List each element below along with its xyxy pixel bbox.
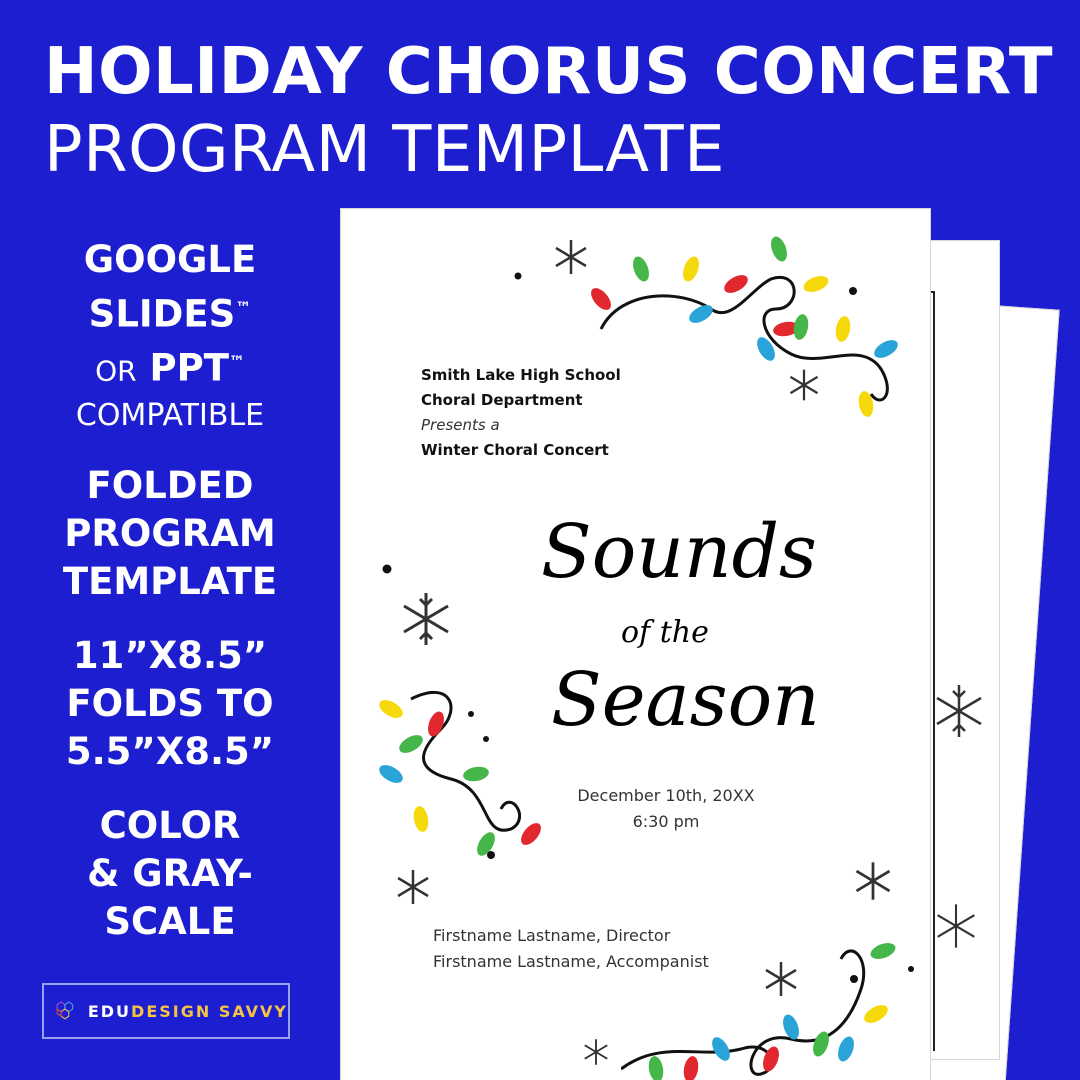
feature-folded <box>30 462 310 606</box>
event-name: Winter Choral Concert <box>421 441 609 459</box>
feature-folded-line-1: FOLDED <box>86 463 254 507</box>
header-title-line-2: PROGRAM TEMPLATE <box>44 113 726 187</box>
snowflake-icon <box>931 901 981 951</box>
brand-edu-text: EDU <box>87 1001 132 1021</box>
director-credit: Firstname Lastname, Director <box>433 926 671 945</box>
feature-size-line-1: 11”X8.5” <box>72 633 268 677</box>
snowflake-icon <box>851 859 895 903</box>
feature-list <box>30 236 310 972</box>
concert-title-line-1: Sounds <box>541 509 817 595</box>
feature-color-line-2: & GRAY- <box>87 851 253 895</box>
snowflake-icon <box>929 681 989 741</box>
feature-size-line-2: FOLDS TO <box>66 681 274 725</box>
header-title-line-1: HOLIDAY CHORUS CONCERT <box>44 35 1053 109</box>
cubes-logo-icon <box>52 991 78 1031</box>
concert-title-line-2: of the <box>621 615 709 650</box>
trademark-symbol: ™ <box>235 298 252 317</box>
feature-slides-line <box>30 284 310 338</box>
school-name: Smith Lake High School <box>421 366 621 384</box>
presents-text: Presents a <box>421 416 500 434</box>
feature-compatible-line: COMPATIBLE <box>75 397 265 433</box>
presenter-block <box>421 363 621 463</box>
dot-icon <box>381 563 393 575</box>
slides-text: SLIDES <box>88 292 236 336</box>
snowflake-icon <box>786 367 822 403</box>
snowflake-icon <box>551 237 591 277</box>
feature-or-ppt-line <box>30 338 310 395</box>
feature-size-line-3: 5.5”X8.5” <box>65 729 275 773</box>
feature-google-line <box>30 236 310 284</box>
feature-size <box>30 632 310 776</box>
feature-color <box>30 802 310 946</box>
google-text: GOOGLE <box>83 238 257 281</box>
accompanist-credit: Firstname Lastname, Accompanist <box>433 952 709 971</box>
brand-name <box>88 1002 288 1021</box>
concert-date: December 10th, 20XX <box>577 786 755 805</box>
brand-logo <box>42 983 290 1039</box>
christmas-lights-icon <box>621 919 921 1080</box>
concert-title-line-3: Season <box>551 657 820 743</box>
trademark-symbol: ™ <box>228 352 245 372</box>
brand-design-text: DESIGN SAVVY <box>131 1001 288 1021</box>
concert-datetime <box>541 783 791 835</box>
snowflake-icon <box>396 589 456 649</box>
or-text: OR <box>95 354 137 388</box>
feature-color-line-1: COLOR <box>99 803 241 847</box>
program-front-page <box>340 208 931 1080</box>
ppt-text: PPT <box>149 346 229 390</box>
feature-compatibility <box>30 236 310 436</box>
snowflake-icon <box>581 1037 611 1067</box>
department-name: Choral Department <box>421 391 583 409</box>
feature-color-line-3: SCALE <box>104 899 236 943</box>
feature-folded-line-2: PROGRAM <box>64 511 276 555</box>
concert-time: 6:30 pm <box>632 812 700 831</box>
christmas-lights-icon <box>371 669 571 869</box>
dot-icon <box>513 271 523 281</box>
feature-folded-line-3: TEMPLATE <box>62 559 278 603</box>
snowflake-icon <box>393 867 433 907</box>
